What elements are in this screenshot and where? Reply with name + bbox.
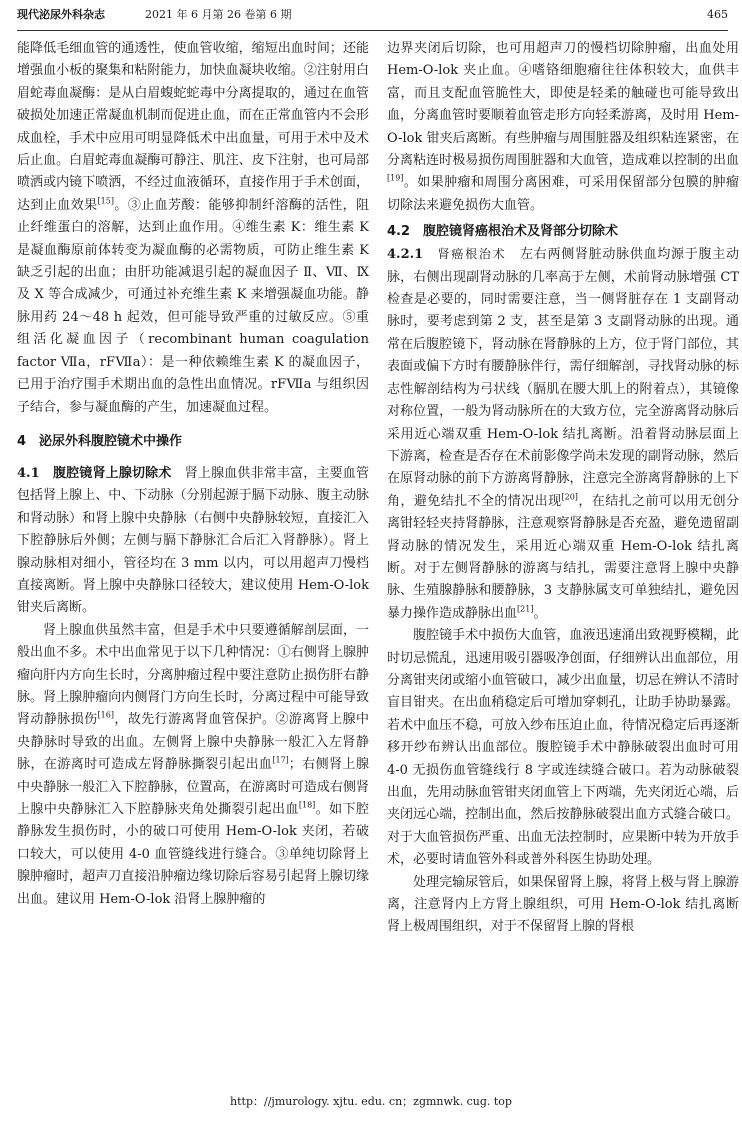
citation[interactable]: [19] [387, 174, 404, 184]
paragraph: 4.1 腹腔镜肾上腺切除术 肾上腺血供非常丰富，主要血管包括肾上腺上、中、下动脉（分别起源于膈下动脉、腹主动脉和肾动脉）和肾上腺中央静脉（右侧中央静脉较短，直接汇入下腔静脉后外侧；左侧与膈下静脉汇合后汇入肾静脉）。肾上腺动脉相对细小，管径均在 3 mm 以内，可以用超声刀慢档直接离断。肾上腺中央静脉口径较大，建议使用 Hem-O-lok 钳夹后离断。 [17, 465, 369, 616]
section-heading: 4 泌尿外科腹腔镜术中操作 [17, 433, 183, 449]
running-header [17, 0, 728, 31]
citation[interactable]: [17] [272, 755, 289, 765]
issue-info: 2021 年 6 月第 26 卷第 6 期 [145, 8, 292, 21]
subsection-heading: 4.1 腹腔镜肾上腺切除术 [17, 465, 172, 481]
right-column [387, 38, 739, 1088]
citation[interactable]: [20] [561, 492, 578, 502]
left-column [17, 38, 369, 1088]
subsection-heading: 4.2 腹腔镜肾癌根治术及肾部分切除术 [387, 224, 619, 240]
citation[interactable]: [15] [97, 196, 114, 206]
page-number: 465 [707, 8, 728, 21]
subsubsection-number: 4.2.1 [387, 247, 424, 263]
citation[interactable]: [18] [298, 800, 316, 810]
paragraph: 边界夹闭后切除，也可用超声刀的慢档切除肿瘤，出血处用 Hem-O-lok 夹止血。④嗜铬细胞瘤往往体积较大，血供丰富，而且支配血管脆性大，即使是轻柔的触碰也可能导致出血，分离血管时要顺着血管走形方向轻柔游离，及时用 Hem-O-lok 钳夹后离断。有些肿瘤与周围脏器及组织粘连紧密，在分离粘连时极易损伤周围脏器和大血管，造成难以控制的出血[19]。如果肿瘤和周围分离困难，可采用保留部分包膜的肿瘤切除法来避免损伤大血管。 [387, 41, 739, 213]
paragraph: 能降低毛细血管的通透性，使血管收缩，缩短出血时间；还能增强血小板的聚集和粘附能力，加快血凝块收缩。②注射用白眉蛇毒血凝酶：是从白眉蝮蛇蛇毒中分离提取的，通过在血管破损处加速正常凝血机制而促进止血，而在正常血管内不会形成血栓，手术中应用可明显降低术中出血量，可用于术中及术后止血。白眉蛇毒血凝酶可静注、肌注、皮下注射，也可局部喷洒或内镜下喷洒，不经过血液循环，直接作用于手术创面，达到止血效果[15]。③止血芳酸：能够抑制纤溶酶的活性，阻止纤维蛋白的溶解，达到止血作用。④维生素 K：维生素 K 是凝血酶原前体转变为凝血酶的必需物质，可防止维生素 K 缺乏引起的出血；由肝功能减退引起的凝血因子 Ⅱ、Ⅶ、Ⅸ 及 Ⅹ 等合成减少，可通过补充维生素 K 来增强凝血功能。静脉用药 24～48 h 起效，但可能导致严重的过敏反应。⑤重组活化凝血因子（recombinant human coagulation factor Ⅶa，rFⅦa）：是一种依赖维生素 K 的凝血因子，已用于治疗围手术期出血的急性出血情况。rFⅦa 与组织因子结合，参与凝血酶的产生，加速凝血过程。 [17, 41, 369, 415]
subsubsection-title: 肾癌根治术 [437, 247, 507, 262]
journal-name: 现代泌尿外科杂志 [17, 8, 105, 21]
paragraph: 处理完输尿管后，如果保留肾上腺，将肾上极与肾上腺游离，注意肾内上方肾上腺组织，可用 Hem-O-lok 结扎离断肾上极周围组织，对于不保留肾上腺的肾根 [387, 874, 739, 935]
paragraph: 腹腔镜手术中损伤大血管，血液迅速涌出致视野模糊，此时切忌慌乱，迅速用吸引器吸净创面，仔细辨认出血部位，用分离钳夹闭或缩小血管破口，减少出血量，切忌在辨认不清时盲目钳夹。在出血稍稳定后可增加穿刺孔，让助手协助暴露。若术中血压不稳，可放入纱布压迫止血，待情况稳定后再逐渐移开纱布辨认出血部位。腹腔镜手术中静脉破裂出血时可用 4-0 无损伤血管缝线行 8 字或连续缝合破口。若为动脉破裂出血，先用动脉血管钳夹闭血管上下两端，先夹闭近心端，后夹闭远心端，控制出血，然后按静脉破裂出血方式缝合破口。对于大血管损伤严重、出血无法控制时，应果断中转为开放手术，必要时请血管外科或普外科医生协助处理。 [387, 628, 739, 868]
citation[interactable]: [16] [97, 711, 114, 721]
paragraph: 4.2.1 肾癌根治术 左右两侧肾脏动脉供血均源于腹主动脉，右侧出现副肾动脉的几率高于左侧，术前肾动脉增强 CT 检查是必要的，同时需要注意，当一侧肾脏存在 1 支副肾动脉时，要考虑到第 2 支，甚至是第 3 支副肾动脉的出现。通常在后腹腔镜下，肾动脉在肾静脉的上方，位于肾门部位，其表面或偏下方时有腰静脉伴行，需仔细解剖，寻找肾动脉的标志性解剖结构为弓状线（膈肌在腰大肌上的附着点），其镜像对称位置，一般为肾动脉所在的大致方位，完全游离肾动脉后采用近心端双重 Hem-O-lok 结扎离断。沿着肾动脉层面上下游离，检查是否存在术前影像学尚未发现的副肾动脉，然后在原肾动脉的前下方游离肾静脉，注意完全游离肾静脉的上下角，避免结扎不全的情况出现[20]，在结扎之前可以用无创分离钳轻轻夹持肾静脉，注意观察肾静脉是否充盈，避免遗留副肾动脉的情况发生，采用近心端双重 Hem-O-lok 结扎离断。对于左侧肾静脉的游离与结扎，需要注意肾上腺中央静脉、生殖腺静脉和腰静脉，3 支静脉属支可单独结扎，避免因暴力操作造成静脉出血[21]。 [387, 247, 739, 621]
paragraph: 肾上腺血供虽然丰富，但是手术中只要遵循解剖层面，一般出血不多。术中出血常见于以下几种情况：①右侧肾上腺肿瘤向肝内方向生长时，分离肿瘤过程中要注意防止损伤肝右静脉。肾上腺肿瘤向内侧肾门方向生长时，分离过程中可能导致肾动静脉损伤[16]，故先行游离肾血管保护。②游离肾上腺中央静脉时导致的出血。左侧肾上腺中央静脉一般汇入左肾静脉，在游离时可造成左肾静脉撕裂引起出血[17]；右侧肾上腺中央静脉一般汇入下腔静脉，位置高，在游离时可造成右侧肾上腺中央静脉汇入下腔静脉夹角处撕裂引起出血[18]。如下腔静脉发生损伤时，小的破口可使用 Hem-O-lok 夹闭，若破口较大，可以使用 4-0 血管缝线进行缝合。③单纯切除肾上腺肿瘤时，超声刀直接沿肿瘤边缘切除后容易引起肾上腺切缘出血。建议用 Hem-O-lok 沿肾上腺肿瘤的 [17, 622, 369, 907]
citation[interactable]: [21] [517, 604, 534, 614]
footer-urls: http：//jmurology. xjtu. edu. cn；zgmnwk. cug. top [230, 1095, 512, 1108]
